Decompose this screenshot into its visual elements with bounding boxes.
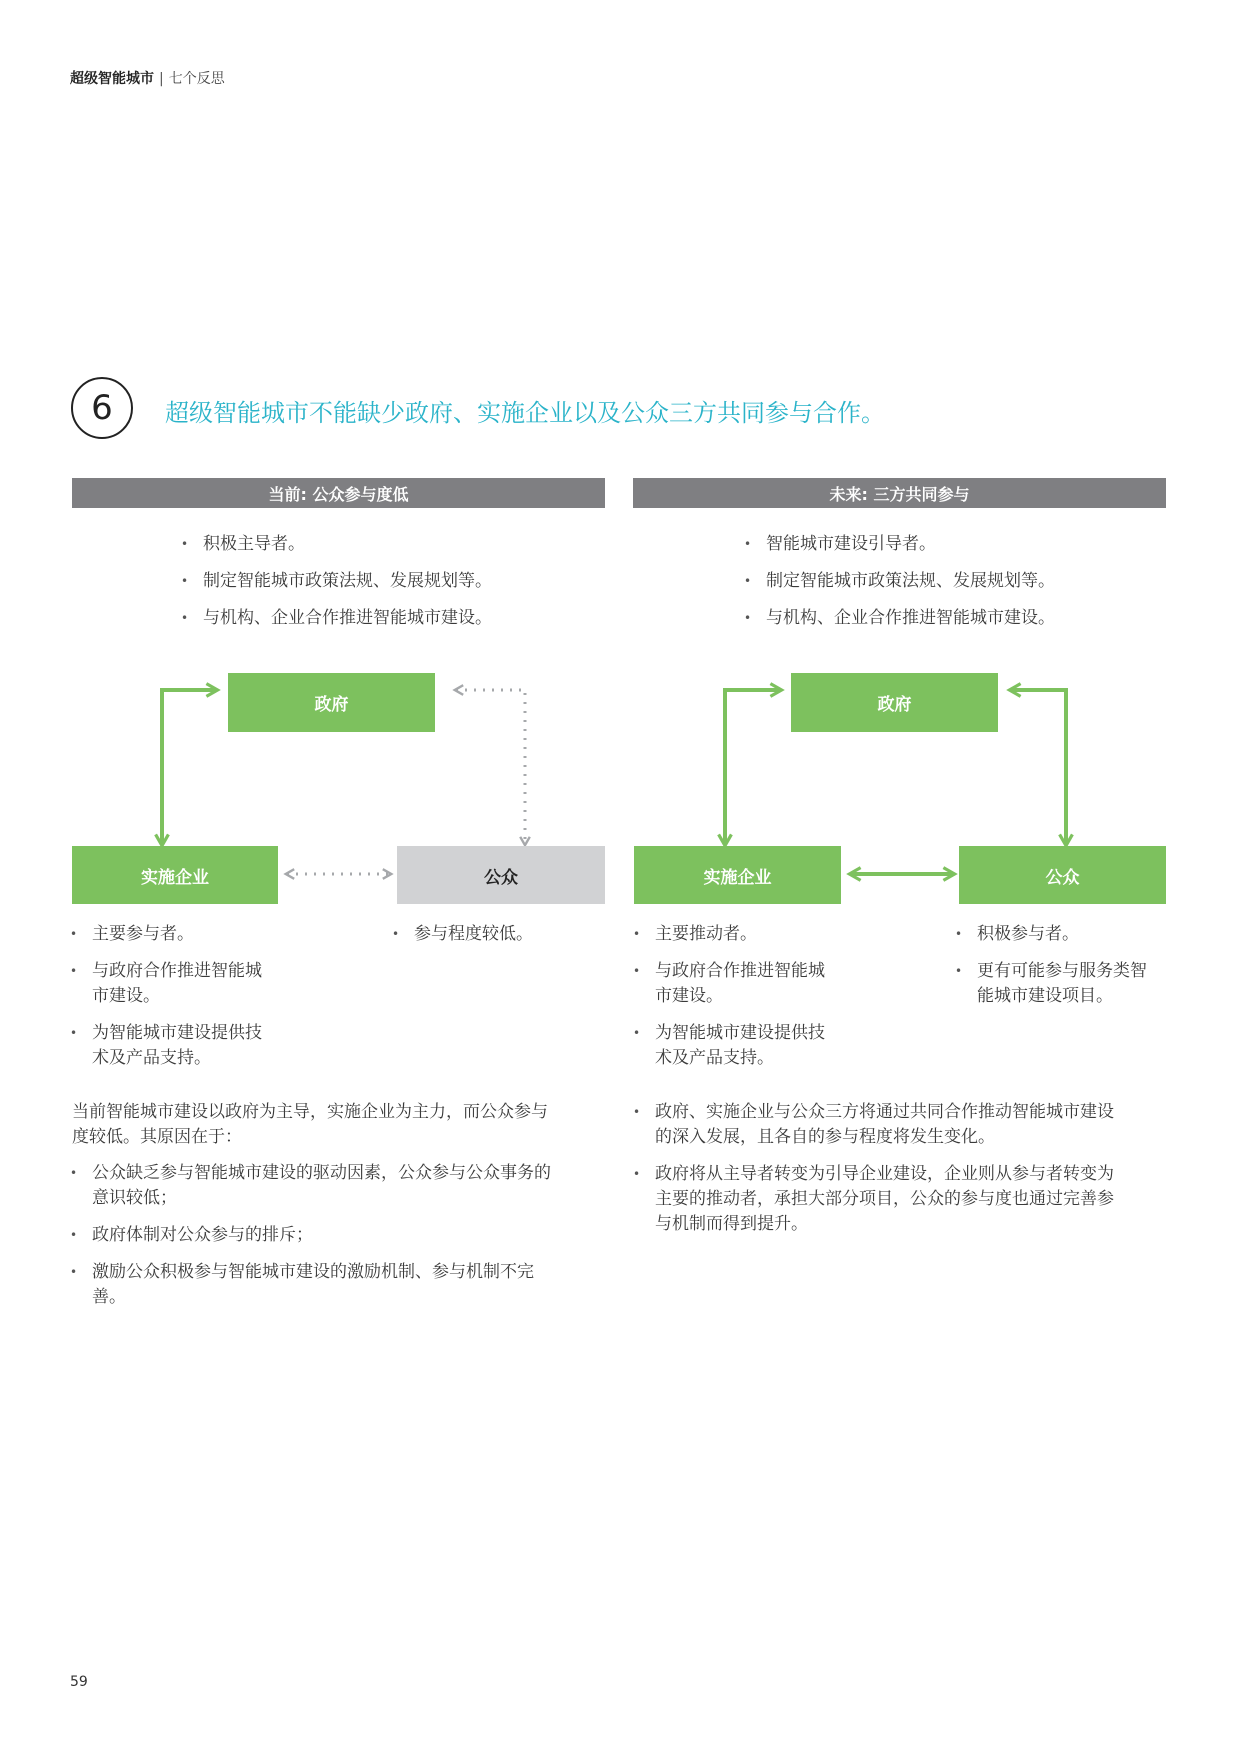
bullet-icon: • [70, 927, 78, 941]
current-enterprise-bullets [70, 922, 300, 1071]
panel-header-current: 当前: 公众参与度低 [72, 478, 605, 508]
future-outlook [633, 1100, 1178, 1237]
current-intro: 当前智能城市建设以政府为主导，实施企业为主力，而公众参与 度较低。其原因在于： [72, 1102, 548, 1147]
box-government-future: 政府 [791, 673, 998, 732]
list-item: • 更有可能参与服务类智 能城市建设项目。 [955, 959, 1170, 1009]
box-public-future: 公众 [959, 846, 1166, 904]
list-item: • 政府体制对公众参与的排斥； [70, 1223, 615, 1248]
bullet-icon: • [744, 574, 752, 588]
list-item: • 与政府合作推进智能城 市建设。 [70, 959, 300, 1009]
panel-header-future: 未来: 三方共同参与 [633, 478, 1166, 508]
arrow-gov-enterprise-current [162, 690, 216, 844]
bullet-icon: • [955, 964, 963, 978]
arrow-gov-public-future [1011, 690, 1066, 844]
running-head-title: 超级智能城市 [70, 71, 154, 87]
bullet-icon: • [181, 611, 189, 625]
list-item: • 主要参与者。 [70, 922, 300, 947]
bullet-icon: • [633, 927, 641, 941]
bullet-icon: • [955, 927, 963, 941]
section-headline: 超级智能城市不能缺少政府、实施企业以及公众三方共同参与合作。 [165, 399, 885, 427]
bullet-icon: • [744, 537, 752, 551]
list-item: • 制定智能城市政策法规、发展规划等。 [744, 569, 1164, 594]
future-public-bullets [955, 922, 1170, 1009]
bullet-icon: • [70, 964, 78, 978]
current-reasons [70, 1161, 615, 1310]
bullet-icon: • [181, 537, 189, 551]
running-head-section: 七个反思 [168, 71, 225, 87]
list-item: • 政府、实施企业与公众三方将通过共同合作推动智能城市建设 的深入发展，且各自的参与程度将发生变化。 [633, 1100, 1178, 1150]
bullet-icon: • [633, 1105, 641, 1119]
list-item: • 政府将从主导者转变为引导企业建设，企业则从参与者转变为 主要的推动者，承担大部分项目，公众的参与度也通过完善参 与机制而得到提升。 [633, 1162, 1178, 1237]
section-number: 6 [91, 388, 113, 428]
box-government-current: 政府 [228, 673, 435, 732]
list-item: • 制定智能城市政策法规、发展规划等。 [181, 569, 581, 594]
current-public-bullets [392, 922, 612, 947]
bullet-icon: • [392, 927, 400, 941]
list-item: • 参与程度较低。 [392, 922, 612, 947]
list-item: • 智能城市建设引导者。 [744, 532, 1164, 557]
list-item: • 与政府合作推进智能城 市建设。 [633, 959, 863, 1009]
box-enterprise-future: 实施企业 [634, 846, 841, 904]
bullet-icon: • [181, 574, 189, 588]
list-item: • 主要推动者。 [633, 922, 863, 947]
arrow-gov-enterprise-future [725, 690, 780, 844]
future-enterprise-bullets [633, 922, 863, 1071]
page-number: 59 [70, 1674, 88, 1690]
bullet-icon: • [744, 611, 752, 625]
list-item: • 为智能城市建设提供技 术及产品支持。 [633, 1021, 863, 1071]
bullet-icon: • [70, 1265, 78, 1279]
bullet-icon: • [633, 1167, 641, 1181]
list-item: • 与机构、企业合作推进智能城市建设。 [181, 606, 581, 631]
list-item: • 积极主导者。 [181, 532, 581, 557]
dotted-arrow-gov-public-current [456, 690, 525, 844]
list-item: • 公众缺乏参与智能城市建设的驱动因素，公众参与公众事务的 意识较低； [70, 1161, 615, 1211]
list-item: • 与机构、企业合作推进智能城市建设。 [744, 606, 1164, 631]
box-enterprise-current: 实施企业 [72, 846, 278, 904]
list-item: • 积极参与者。 [955, 922, 1170, 947]
bullet-icon: • [633, 964, 641, 978]
bullet-icon: • [70, 1228, 78, 1242]
box-public-current: 公众 [397, 846, 605, 904]
list-item: • 激励公众积极参与智能城市建设的激励机制、参与机制不完 善。 [70, 1260, 615, 1310]
bullet-icon: • [70, 1026, 78, 1040]
list-item: • 为智能城市建设提供技 术及产品支持。 [70, 1021, 300, 1071]
bullet-icon: • [633, 1026, 641, 1040]
future-government-bullets [744, 532, 1164, 631]
running-head-separator: | [159, 71, 164, 87]
bullet-icon: • [70, 1166, 78, 1180]
